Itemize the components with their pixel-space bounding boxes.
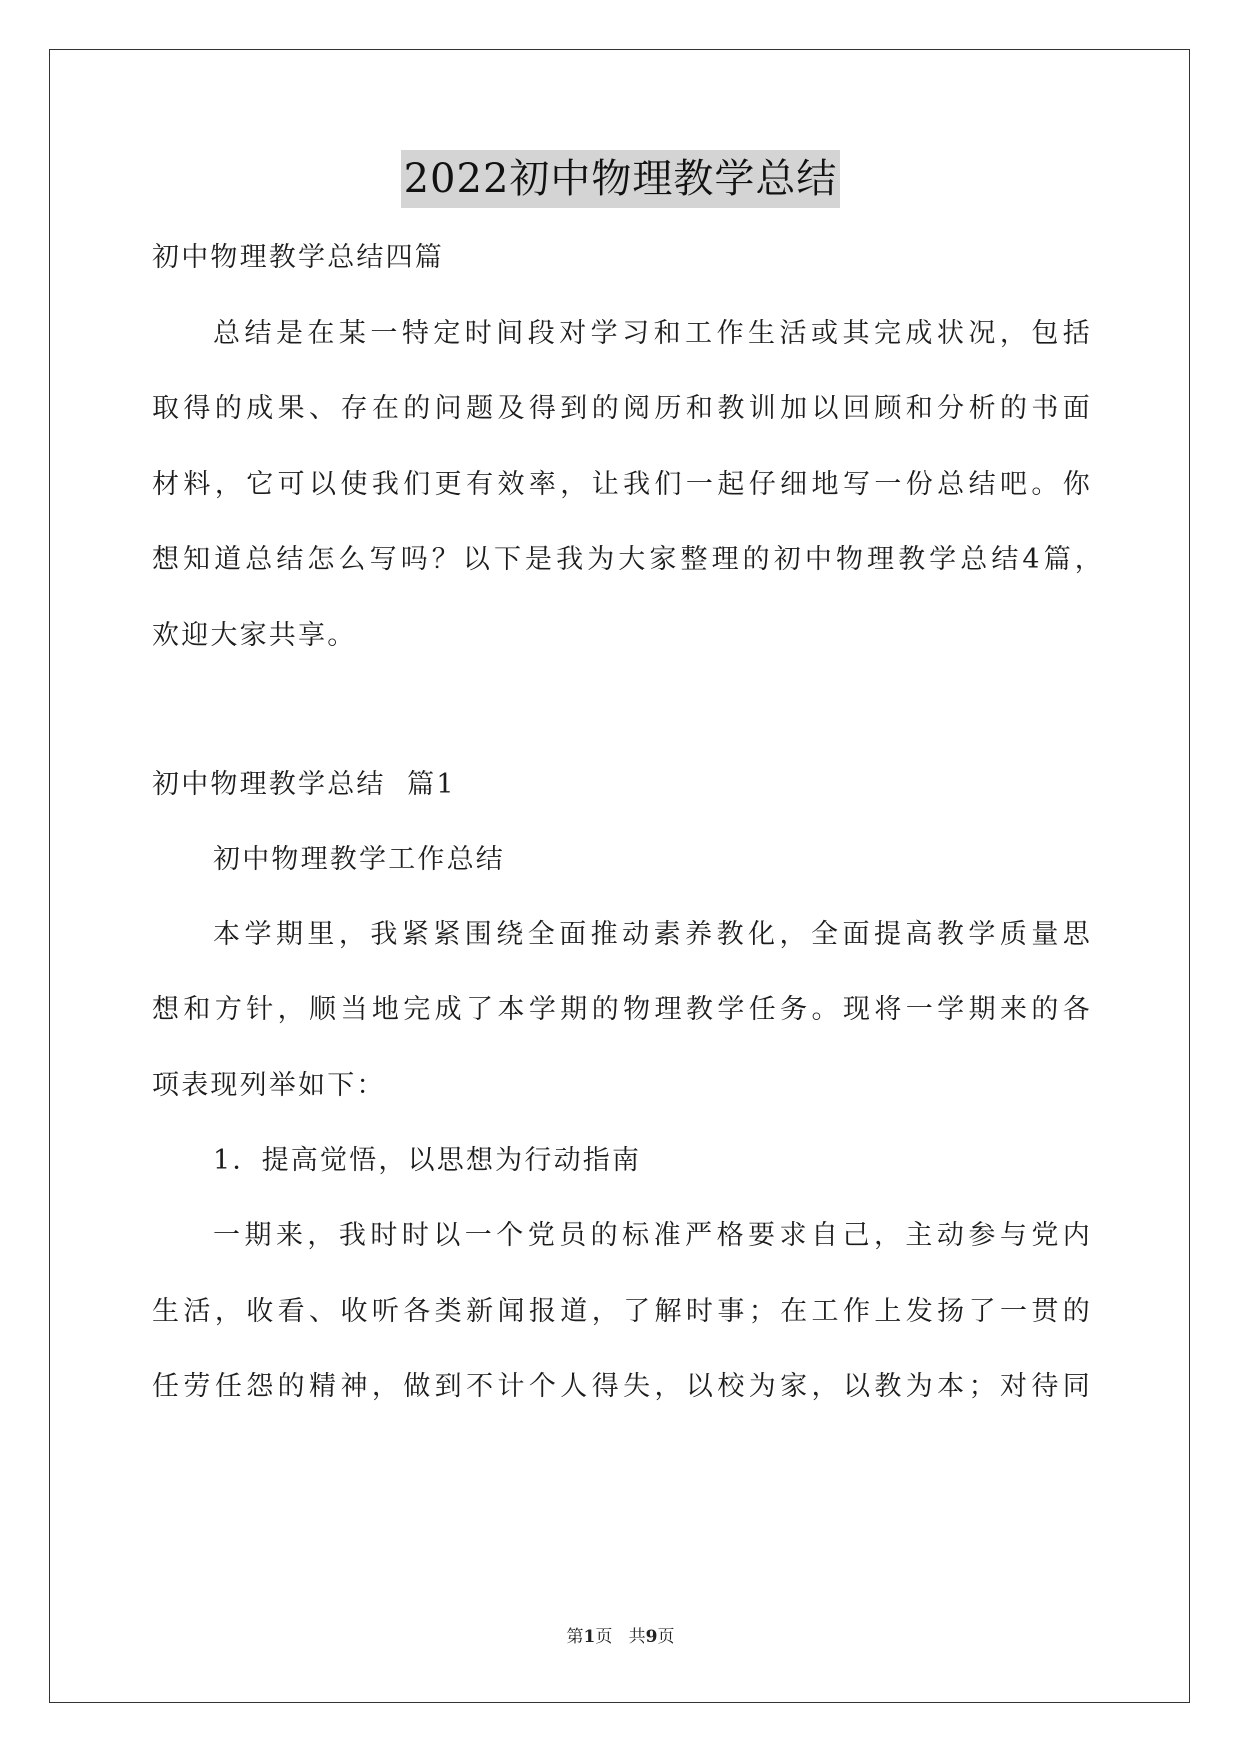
paragraph-line: 想知道总结怎么写吗？以下是我为大家整理的初中物理教学总结4篇， (152, 544, 1104, 575)
paragraph-line: 取得的成果、存在的问题及得到的阅历和教训加以回顾和分析的书面 (152, 393, 1092, 424)
current-page-number: 1 (583, 1627, 596, 1647)
section-heading: 初中物理教学总结 篇1 (152, 769, 456, 800)
page-footer (0, 1625, 1241, 1649)
paragraph-line: 任劳任怨的精神，做到不计个人得失，以校为家，以教为本；对待同 (152, 1371, 1092, 1402)
paragraph-line: 欢迎大家共享。 (152, 620, 357, 651)
footer-mid: 页 共 (595, 1627, 646, 1647)
document-title: 2022初中物理教学总结 (401, 150, 841, 208)
paragraph-line: 一期来，我时时以一个党员的标准严格要求自己，主动参与党内 (213, 1220, 1092, 1251)
paragraph-line: 想和方针，顺当地完成了本学期的物理教学任务。现将一学期来的各 (152, 994, 1092, 1025)
total-pages-number: 9 (645, 1627, 658, 1647)
paragraph-line: 生活，收看、收听各类新闻报道，了解时事；在工作上发扬了一贯的 (152, 1296, 1092, 1327)
numbered-heading: 1．提高觉悟，以思想为行动指南 (213, 1145, 642, 1176)
footer-suffix: 页 (657, 1627, 675, 1647)
subtitle: 初中物理教学总结四篇 (152, 242, 444, 273)
paragraph-line: 材料，它可以使我们更有效率，让我们一起仔细地写一份总结吧。你 (152, 469, 1092, 500)
footer-prefix: 第 (566, 1627, 584, 1647)
section-subheading: 初中物理教学工作总结 (213, 844, 505, 875)
paragraph-line: 总结是在某一特定时间段对学习和工作生活或其完成状况，包括 (213, 318, 1092, 349)
paragraph-line: 本学期里，我紧紧围绕全面推动素养教化，全面提高教学质量思 (213, 919, 1092, 950)
title-container (0, 150, 1241, 208)
paragraph-line: 项表现列举如下： (152, 1070, 386, 1101)
